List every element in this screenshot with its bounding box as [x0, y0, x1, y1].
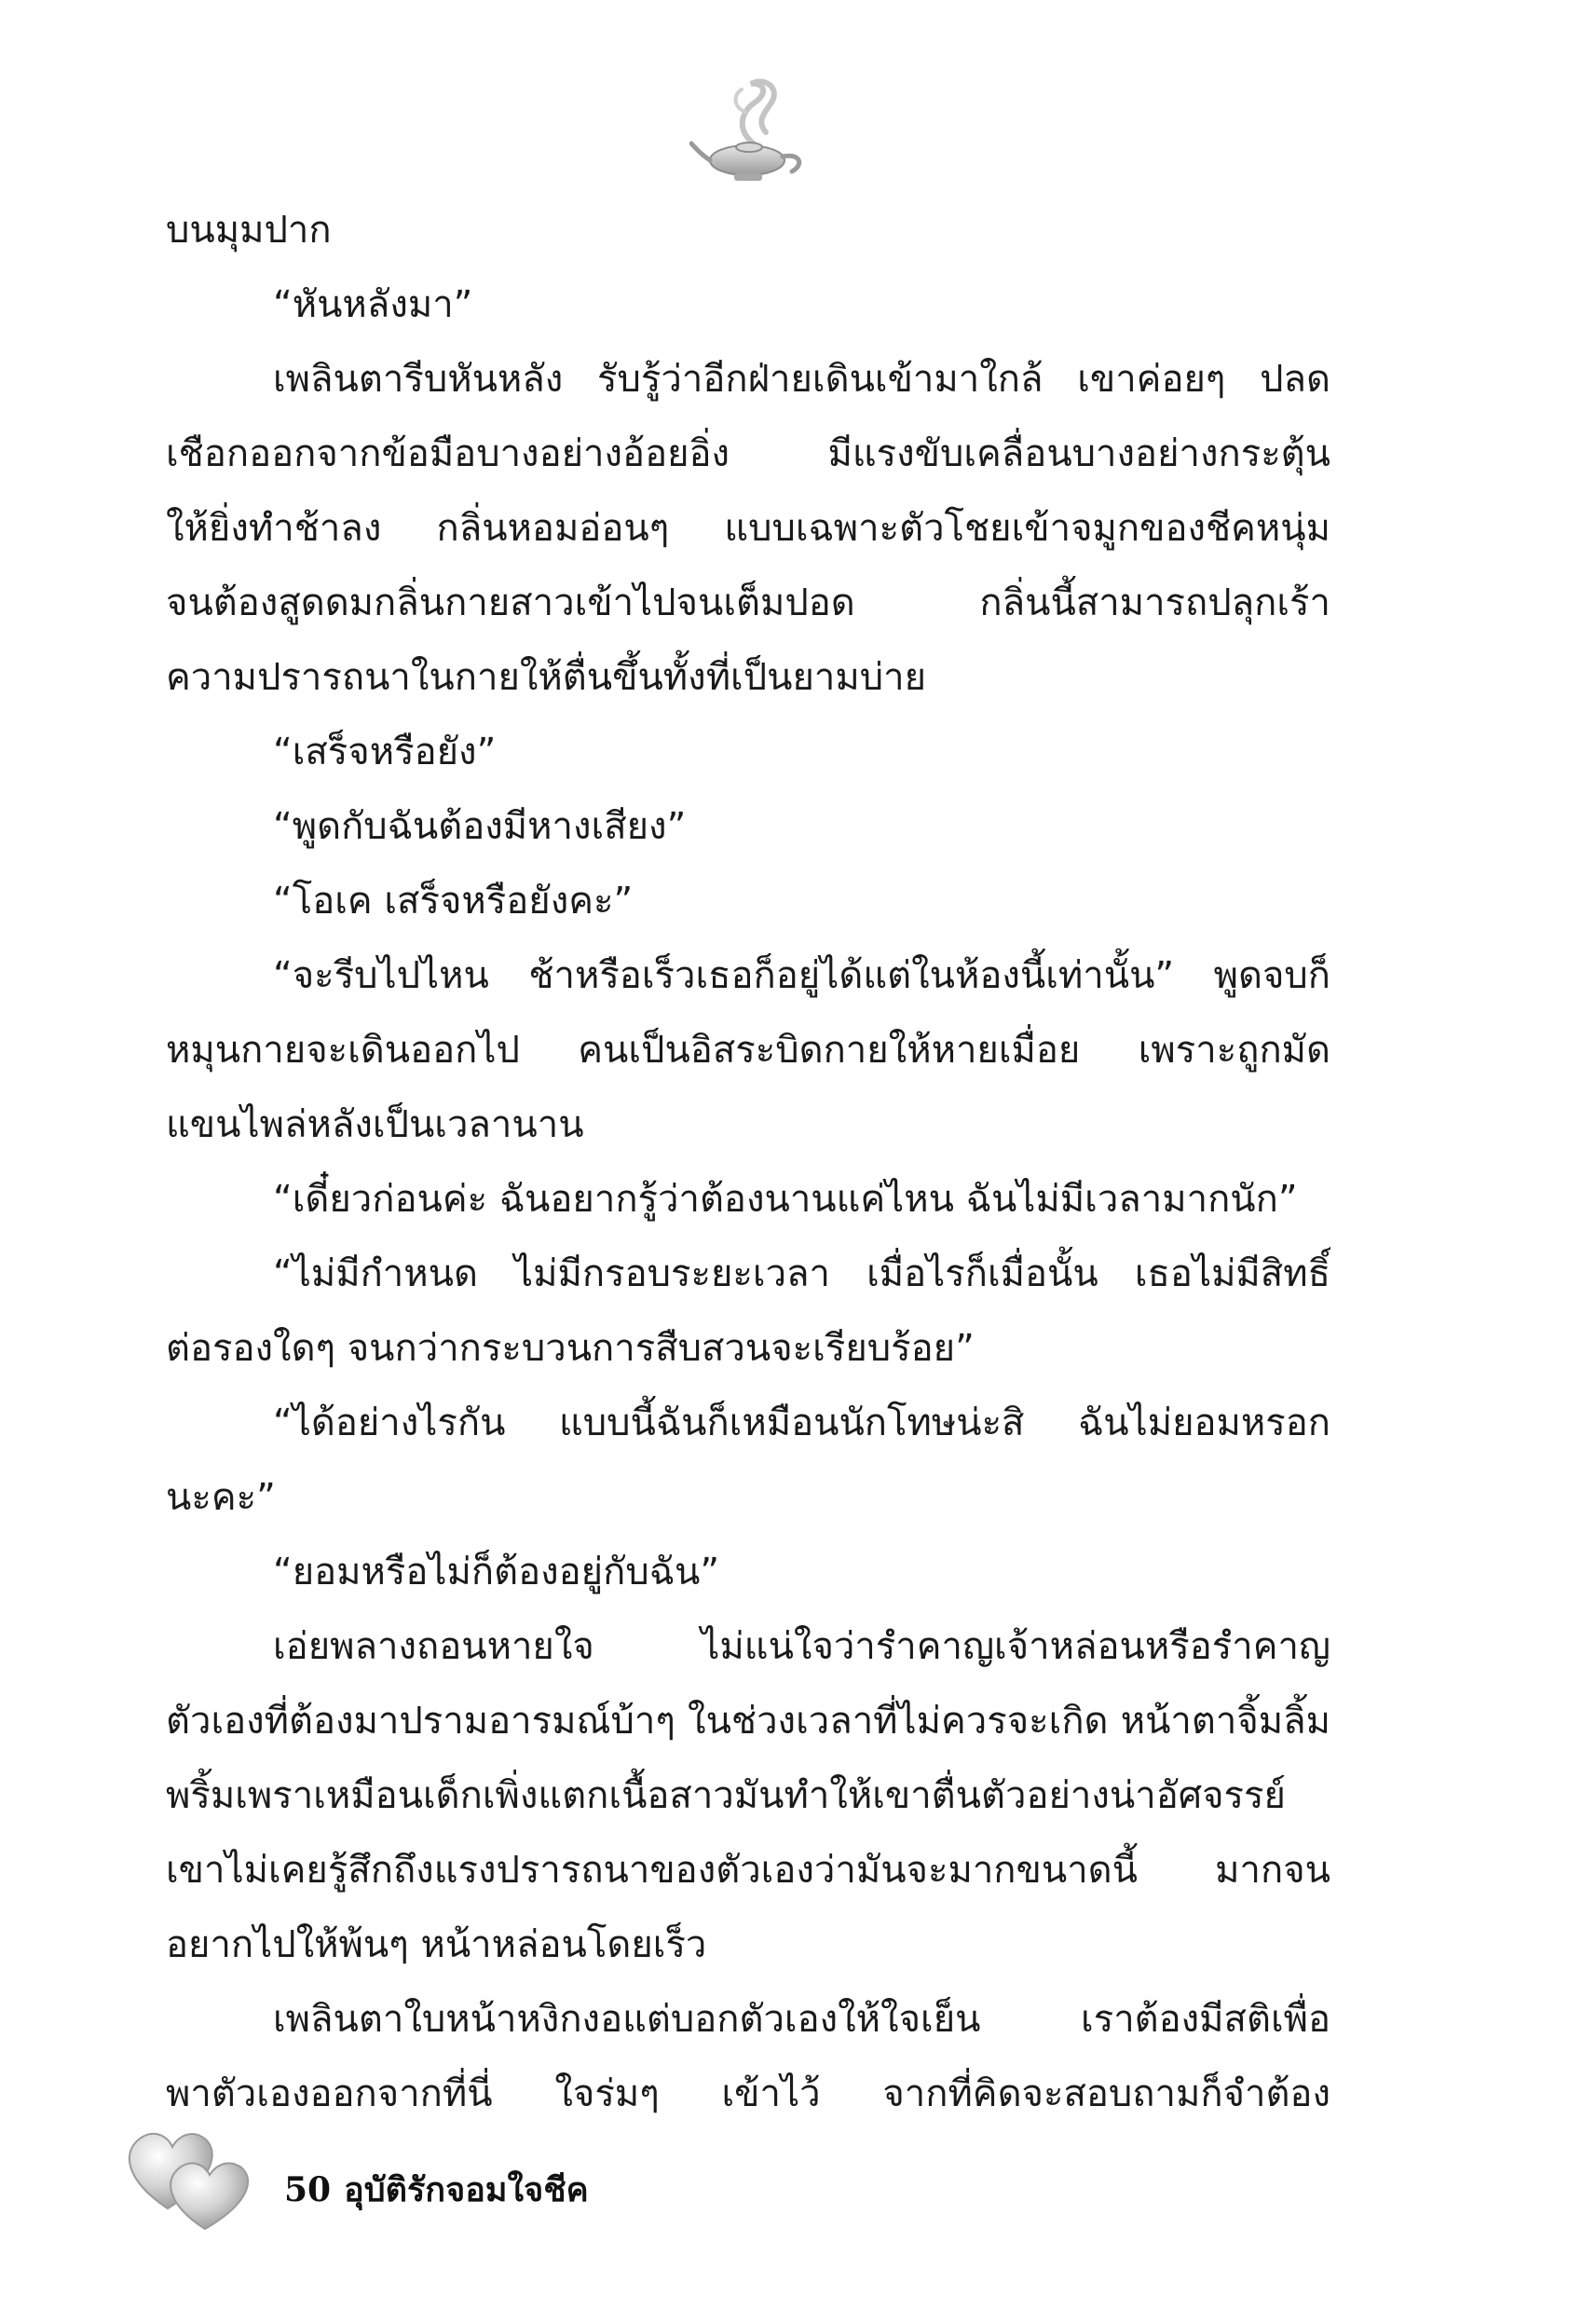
text-line: “ยอมหรือไม่ก็ต้องอยู่กับฉัน” — [273, 1551, 720, 1593]
text-line: “โอเค เสร็จหรือยังคะ” — [273, 880, 634, 923]
text-line: เพลินตาใบหน้าหงิกงอแต่บอกตัวเองให้ใจเย็น เราต้องมีสติเพื่อ — [273, 1998, 1330, 2041]
text-line: “ได้อย่างไรกัน แบบนี้ฉันก็เหมือนนักโทษน่ะสิ ฉันไม่ยอมหรอก — [273, 1402, 1330, 1444]
text-line: เพลินตารีบหันหลัง รับรู้ว่าอีกฝ่ายเดินเข้ามาใกล้ เขาค่อยๆ ปลด — [273, 358, 1330, 401]
text-line: “เดี๋ยวก่อนค่ะ ฉันอยากรู้ว่าต้องนานแค่ไหน ฉันไม่มีเวลามากนัก” — [273, 1178, 1298, 1221]
text-line: พริ้มเพราเหมือนเด็กเพิ่งแตกเนื้อสาวมันทำให้เขาตื่นตัวอย่างน่าอัศจรรย์ — [166, 1774, 1286, 1817]
genie-lamp-icon — [689, 75, 811, 196]
text-line: แขนไพล่หลังเป็นเวลานาน — [166, 1103, 584, 1146]
text-line: “จะรีบไปไหน ช้าหรือเร็วเธอก็อยู่ได้แต่ในห้องนี้เท่านั้น” พูดจบก็ — [273, 954, 1330, 997]
text-line: เอ่ยพลางถอนหายใจ ไม่แน่ใจว่ารำคาญเจ้าหล่อนหรือรำคาญ — [273, 1625, 1330, 1668]
text-line: “ไม่มีกำหนด ไม่มีกรอบระยะเวลา เมื่อไรก็เมื่อนั้น เธอไม่มีสิทธิ์ — [273, 1252, 1330, 1295]
text-line: ให้ยิ่งทำช้าลง กลิ่นหอมอ่อนๆ แบบเฉพาะตัวโชยเข้าจมูกของชีคหนุ่ม — [166, 507, 1330, 550]
text-line: อยากไปให้พ้นๆ หน้าหล่อนโดยเร็ว — [166, 1923, 707, 1966]
text-line: บนมุมปาก — [166, 209, 332, 252]
text-line: “พูดกับฉันต้องมีหางเสียง” — [273, 805, 687, 848]
text-line: ต่อรองใดๆ จนกว่ากระบวนการสืบสวนจะเรียบร้อย” — [166, 1327, 975, 1370]
text-line: ตัวเองที่ต้องมาปรามอารมณ์บ้าๆ ในช่วงเวลาที่ไม่ควรจะเกิด หน้าตาจิ้มลิ้ม — [166, 1700, 1330, 1743]
text-line: พาตัวเองออกจากที่นี่ ใจร่มๆ เข้าไว้ จากที่คิดจะสอบถามก็จำต้อง — [166, 2072, 1330, 2115]
text-line: เขาไม่เคยรู้สึกถึงแรงปรารถนาของตัวเองว่ามันจะมากขนาดนี้ มากจน — [166, 1849, 1330, 1892]
footer-label — [284, 2153, 602, 2227]
text-line: “หันหลังมา” — [273, 283, 473, 326]
page-number: 50 — [284, 2170, 332, 2209]
text-line: จนต้องสูดดมกลิ่นกายสาวเข้าไปจนเต็มปอด กลิ่นนี้สามารถปลุกเร้า — [166, 581, 1330, 624]
text-line: “เสร็จหรือยัง” — [273, 731, 497, 773]
text-line: ความปรารถนาในกายให้ตื่นขึ้นทั้งที่เป็นยามบ่าย — [166, 656, 927, 699]
text-line: หมุนกายจะเดินออกไป คนเป็นอิสระบิดกายให้หายเมื่อย เพราะถูกมัด — [166, 1029, 1330, 1072]
hearts-icon — [116, 2115, 256, 2236]
text-line: นะคะ” — [166, 1476, 276, 1519]
body-text — [166, 194, 1330, 2132]
text-line: เชือกออกจากข้อมือบางอย่างอ้อยอิ่ง มีแรงขับเคลื่อนบางอย่างกระตุ้น — [166, 432, 1330, 475]
page-footer — [116, 2115, 955, 2246]
book-title: อุบัติรักจอมใจชีค — [344, 2170, 589, 2209]
